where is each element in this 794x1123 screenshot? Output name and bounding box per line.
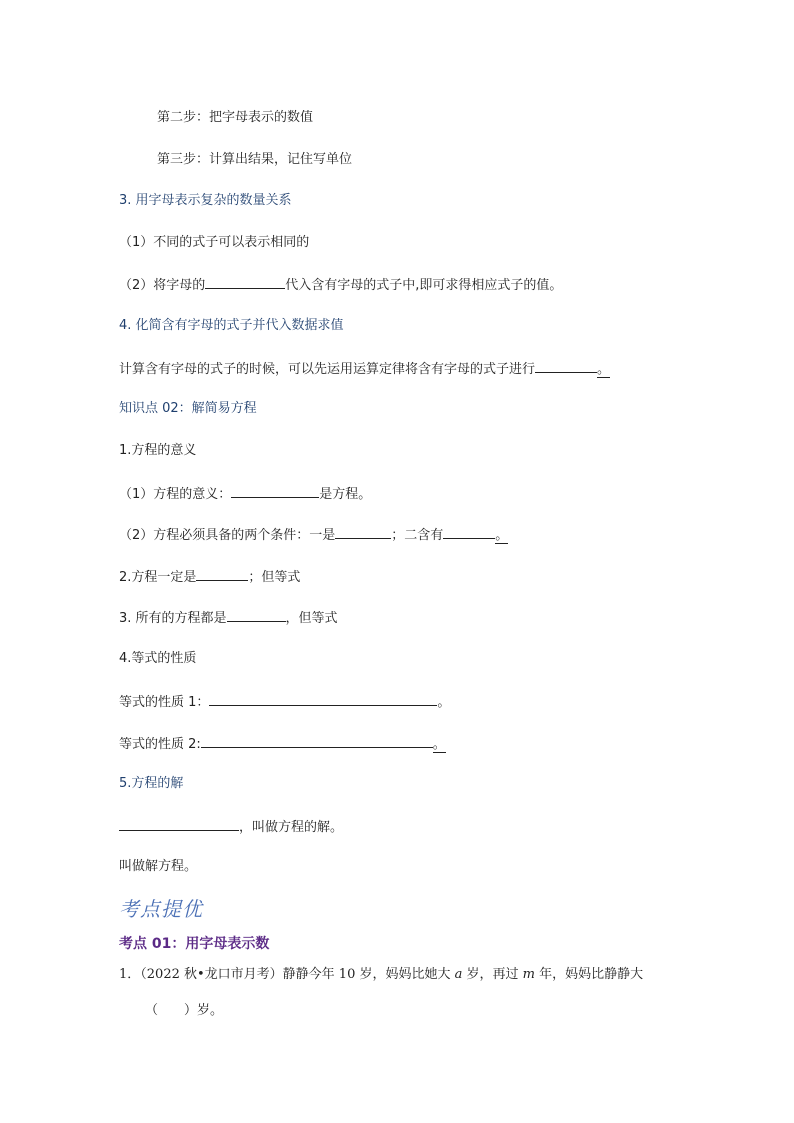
question-text-3: 年，妈妈比静静大	[534, 967, 644, 982]
fill-blank[interactable]	[535, 359, 597, 373]
simplify-suffix: 。	[597, 362, 611, 377]
solve-def	[119, 858, 197, 876]
step3-line	[157, 151, 352, 169]
solution-def	[119, 817, 343, 837]
heading-4-text: 4. 化简含有字母的式子并代入数据求值	[119, 318, 344, 333]
property-heading	[119, 650, 196, 668]
equation-2-suffix: ；但等式	[248, 570, 301, 585]
equation-2	[119, 567, 300, 587]
meaning-1	[119, 484, 371, 504]
meaning-2-suffix: 。	[495, 528, 509, 543]
point-2-suffix: 代入含有字母的式子中,即可求得相应式子的值。	[285, 278, 563, 293]
knowledge-point-02-text: 知识点 02：解简易方程	[119, 401, 257, 416]
step2-text: 第二步：把字母表示的数值	[157, 110, 314, 125]
question-number: 1．	[119, 967, 141, 982]
fill-blank[interactable]	[196, 567, 248, 581]
property-2-suffix: 。	[432, 737, 446, 752]
solution-heading	[119, 775, 183, 793]
meaning-2-mid: ；二含有	[391, 528, 444, 543]
fill-blank[interactable]	[227, 608, 286, 622]
question-text-2: 岁，再过	[462, 967, 523, 982]
variable-a: a	[454, 967, 463, 982]
section-brand: 考点提优	[119, 897, 203, 921]
meaning-2	[119, 525, 508, 545]
solve-def-text: 叫做解方程。	[119, 859, 198, 874]
question-text-1: 静静今年 10 岁，妈妈比她大	[282, 967, 455, 982]
section-title: 考点 01：用字母表示数	[119, 936, 270, 952]
heading-4	[119, 317, 344, 335]
question-1	[119, 966, 643, 984]
meaning-1-prefix: （1）方程的意义：	[119, 487, 232, 502]
solution-heading-text: 5.方程的解	[119, 776, 184, 791]
property-2	[119, 734, 446, 754]
knowledge-point-02	[119, 400, 257, 418]
meaning-1-suffix: 是方程。	[319, 487, 372, 502]
property-heading-text: 4.等式的性质	[119, 651, 197, 666]
solution-def-suffix: ，叫做方程的解。	[239, 820, 344, 835]
fill-blank[interactable]	[443, 525, 495, 539]
step3-text: 第三步：计算出结果，记住写单位	[157, 152, 353, 167]
property-2-prefix: 等式的性质 2:	[119, 737, 201, 752]
property-1-prefix: 等式的性质 1：	[119, 695, 210, 710]
fill-blank[interactable]	[201, 734, 433, 748]
equation-3-prefix: 3. 所有的方程都是	[119, 611, 227, 626]
heading-3	[119, 192, 292, 210]
meaning-2-prefix: （2）方程必须具备的两个条件：一是	[119, 528, 336, 543]
question-source: （2022 秋•龙口市月考）	[140, 967, 283, 982]
point-1-text: （1）不同的式子可以表示相同的	[119, 235, 310, 250]
equation-3	[119, 608, 338, 628]
equation-2-prefix: 2.方程一定是	[119, 570, 197, 585]
equation-meaning-text: 1.方程的意义	[119, 443, 197, 458]
property-1	[119, 692, 450, 712]
question-1-answer-line[interactable]: （ ）岁。	[145, 1003, 224, 1018]
simplify-prefix: 计算含有字母的式子的时候，可以先运用运算定律将含有字母的式子进行	[119, 362, 536, 377]
point-1	[119, 234, 309, 252]
fill-blank[interactable]	[231, 484, 319, 498]
fill-blank[interactable]	[119, 817, 239, 831]
simplify-line	[119, 359, 610, 379]
step2-line	[157, 109, 313, 127]
variable-m: m	[522, 967, 535, 982]
equation-meaning-heading	[119, 442, 196, 460]
point-2-prefix: （2）将字母的	[119, 278, 206, 293]
fill-blank[interactable]	[209, 692, 437, 706]
point-2	[119, 275, 562, 295]
fill-blank[interactable]	[335, 525, 391, 539]
property-1-suffix: 。	[437, 695, 451, 710]
fill-blank[interactable]	[205, 275, 285, 289]
equation-3-suffix: ，但等式	[285, 611, 338, 626]
heading-3-text: 3. 用字母表示复杂的数量关系	[119, 193, 292, 208]
